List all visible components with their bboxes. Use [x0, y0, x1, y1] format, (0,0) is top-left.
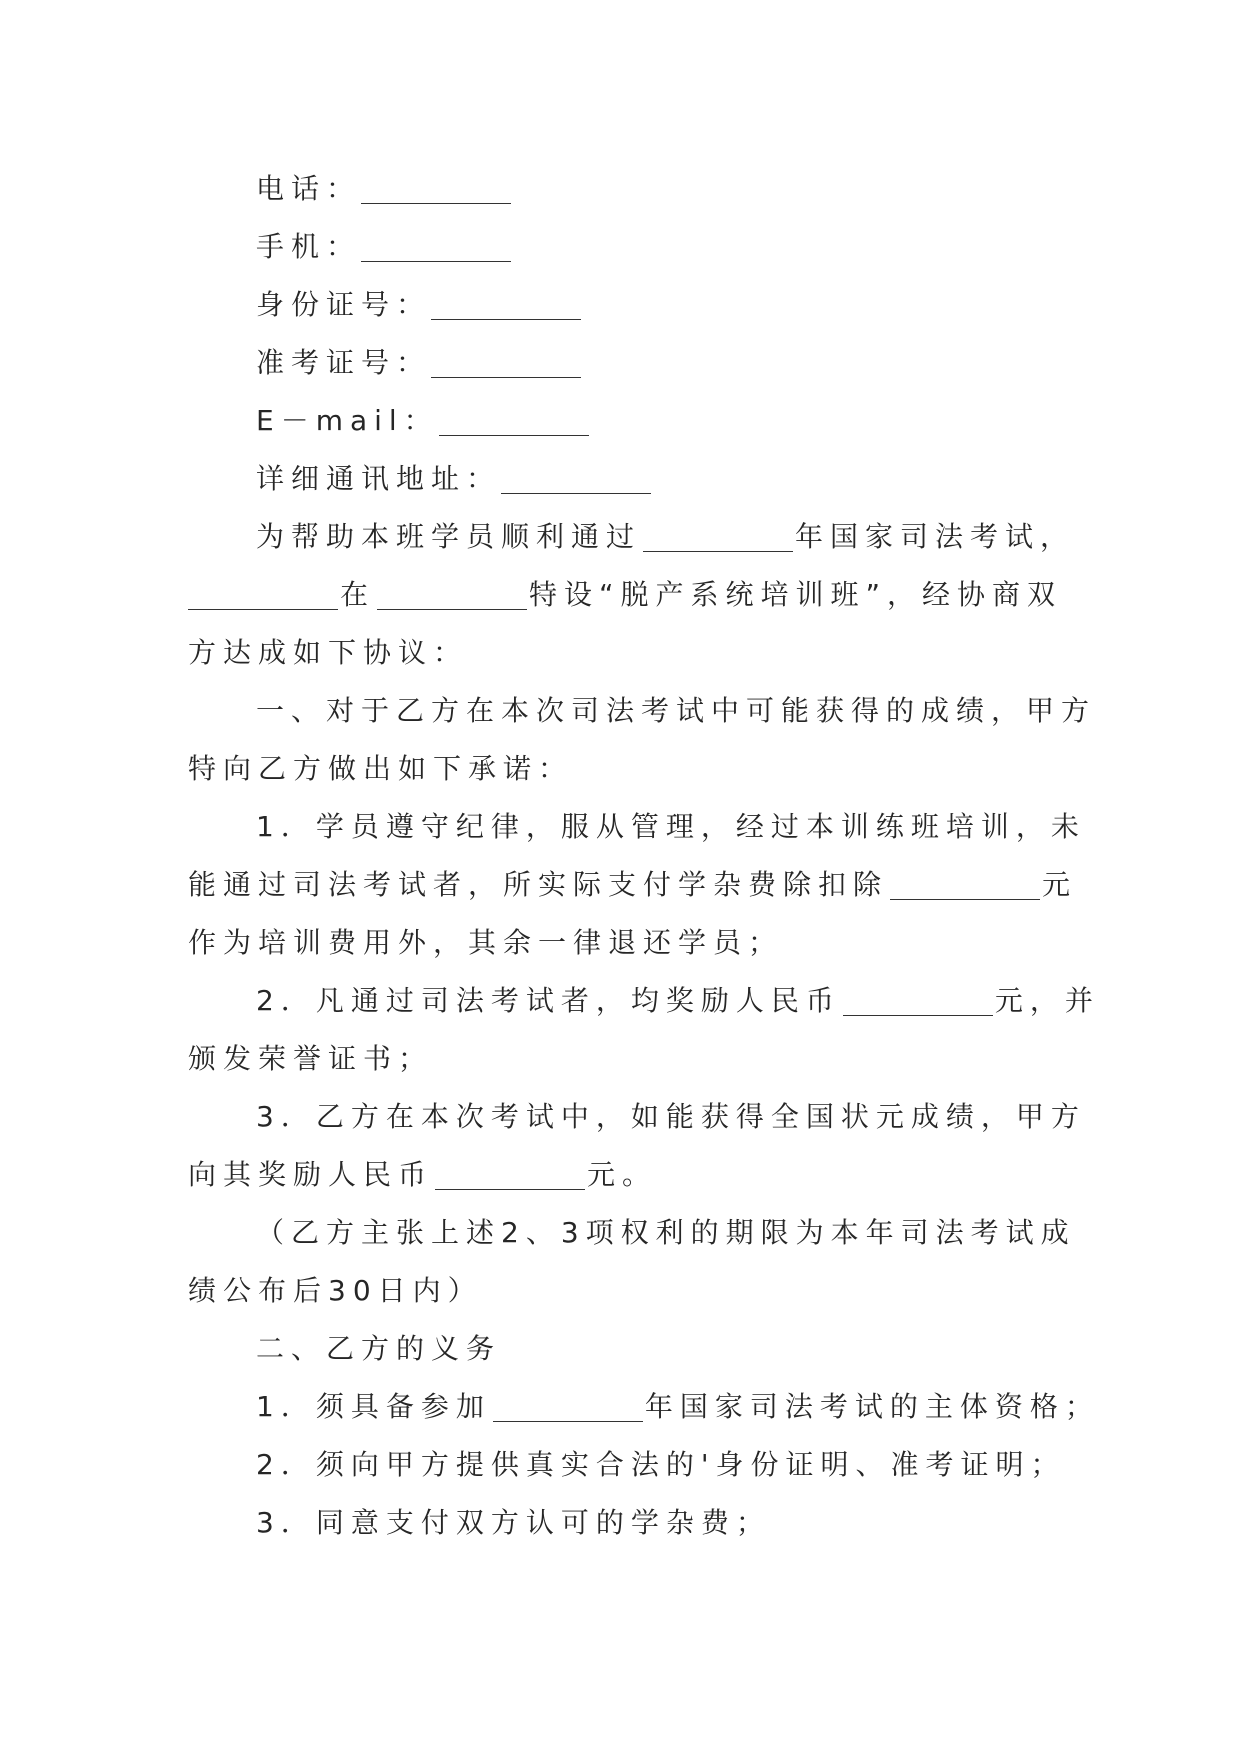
year-blank	[643, 521, 793, 552]
section1-heading-line-1	[188, 682, 1097, 740]
section2-heading-text: 二、乙方的义务	[256, 1332, 502, 1365]
section1-item1-text-2: 能通过司法考试者，所实际支付学杂费除扣除	[188, 868, 889, 901]
section1-heading-line-2	[188, 740, 1054, 798]
section2-item2	[188, 1436, 1066, 1494]
intro-line-3	[188, 624, 1054, 682]
section1-item1-line-3	[188, 914, 1054, 972]
address-label: 详细通讯地址：	[256, 462, 502, 495]
section2-item1-text-2: 年国家司法考试的主体资格；	[644, 1390, 1100, 1423]
section1-note-text-2: 绩公布后30日内）	[188, 1274, 483, 1307]
section1-note-line-2	[188, 1262, 1054, 1320]
section1-item3-text-3: 元。	[587, 1158, 658, 1191]
location-blank	[377, 579, 527, 610]
section2-item1	[188, 1378, 1100, 1436]
id-label: 身份证号：	[256, 288, 432, 321]
address-field	[188, 450, 1054, 508]
intro-line-2	[188, 566, 1063, 624]
training-fee-blank	[890, 869, 1040, 900]
section2-heading	[188, 1320, 1054, 1378]
intro-text-2: 年国家司法考试，	[795, 520, 1076, 553]
exam-year-blank	[493, 1391, 643, 1422]
intro-line-1	[188, 508, 1076, 566]
phone-label: 电话：	[256, 172, 362, 205]
section1-item2-text-2: 元，并	[994, 984, 1100, 1017]
reward-blank	[843, 985, 993, 1016]
section1-heading-text-1: 一、对于乙方在本次司法考试中可能获得的成绩，甲方	[256, 694, 1097, 727]
intro-text-4: 特设“脱产系统培训班”，经协商双	[529, 578, 1063, 611]
exam-no-blank	[431, 347, 581, 378]
section1-item1-line-1	[188, 798, 1086, 856]
phone-field	[188, 160, 1054, 218]
section1-item1-text-4: 作为培训费用外，其余一律退还学员；	[188, 926, 784, 959]
phone-blank	[361, 173, 511, 204]
section1-item1-line-2	[188, 856, 1078, 914]
section2-item3	[188, 1494, 1054, 1552]
party-blank	[188, 579, 338, 610]
exam-no-label: 准考证号：	[256, 346, 432, 379]
intro-text-3: 在	[340, 578, 376, 611]
email-field	[188, 392, 1054, 450]
section1-item3-line-1	[188, 1088, 1086, 1146]
mobile-field	[188, 218, 1054, 276]
section1-item2-line-1	[188, 972, 1100, 1030]
section1-item3-text-2: 向其奖励人民币	[188, 1158, 434, 1191]
email-blank	[439, 405, 589, 436]
section1-item2-text-1: 2．凡通过司法考试者，均奖励人民币	[256, 984, 841, 1017]
id-blank	[431, 289, 581, 320]
email-label: E－mail：	[256, 404, 439, 437]
intro-text-1: 为帮助本班学员顺利通过	[256, 520, 642, 553]
contract-body	[188, 160, 1100, 1552]
id-field	[188, 276, 1054, 334]
exam-no-field	[188, 334, 1054, 392]
section1-item1-text-1: 1．学员遵守纪律，服从管理，经过本训练班培训，未	[256, 810, 1086, 843]
section1-item3-line-2	[188, 1146, 1054, 1204]
section2-item2-text: 2．须向甲方提供真实合法的'身份证明、准考证明；	[256, 1448, 1066, 1481]
section2-item1-text-1: 1．须具备参加	[256, 1390, 491, 1423]
top-score-reward-blank	[435, 1159, 585, 1190]
section1-item3-text-1: 3．乙方在本次考试中，如能获得全国状元成绩，甲方	[256, 1100, 1086, 1133]
section1-item2-text-3: 颁发荣誉证书；	[188, 1042, 434, 1075]
mobile-label: 手机：	[256, 230, 362, 263]
intro-text-5: 方达成如下协议：	[188, 636, 469, 669]
section1-item1-text-3: 元	[1042, 868, 1078, 901]
section1-heading-text-2: 特向乙方做出如下承诺：	[188, 752, 574, 785]
section2-item3-text: 3．同意支付双方认可的学杂费；	[256, 1506, 771, 1539]
mobile-blank	[361, 231, 511, 262]
section1-note-line-1	[188, 1204, 1076, 1262]
address-blank	[501, 463, 651, 494]
section1-note-text-1: （乙方主张上述2、3项权利的期限为本年司法考试成	[256, 1216, 1076, 1249]
section1-item2-line-2	[188, 1030, 1054, 1088]
